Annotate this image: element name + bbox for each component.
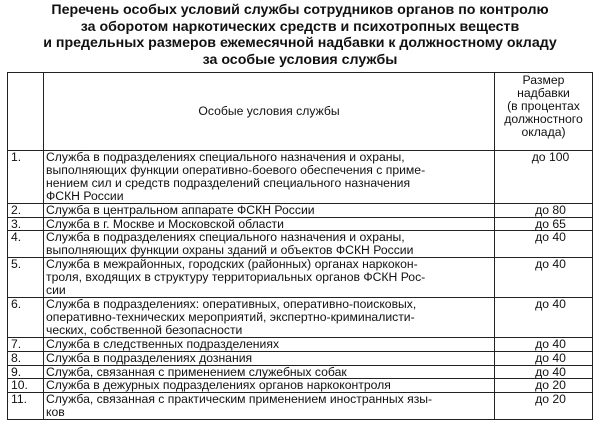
condition-text-line: Служба в г. Москве и Московской области: [46, 216, 284, 231]
row-number: 2.: [8, 203, 44, 217]
row-allowance-value: до 40: [495, 365, 593, 379]
condition-text-line: троля, входящих в структуру территориальных органов ФСКН Рос-: [46, 270, 426, 285]
table-row: [8, 393, 593, 420]
condition-text-line: Служба в межрайонных, городских (районных) органах наркокон-: [46, 257, 418, 272]
title-line: за особые условия службы: [202, 51, 398, 68]
row-condition: [44, 337, 495, 351]
condition-text-line: Служба, связанная с практическим применением иностранных язы-: [46, 392, 433, 407]
table-row: [8, 151, 593, 204]
table-row: [8, 365, 593, 379]
table-row: [8, 379, 593, 393]
condition-text-line: ФСКН России: [46, 188, 124, 203]
condition-text-line: Служба в подразделениях дознания: [46, 350, 253, 365]
title-line: за оборотом наркотических средств и психотропных веществ: [80, 18, 520, 35]
row-allowance-value: до 40: [495, 258, 593, 298]
table-row: [8, 217, 593, 231]
condition-text-line: Служба в центральном аппарате ФСКН России: [46, 202, 315, 217]
row-number: 7.: [8, 337, 44, 351]
table-row: [8, 337, 593, 351]
header-conditions: Особые условия службы: [44, 73, 495, 151]
row-number: 10.: [8, 379, 44, 393]
row-condition: [44, 393, 495, 420]
header-allowance-line: Размер: [522, 73, 565, 87]
row-allowance-value: до 20: [495, 393, 593, 420]
conditions-table: [7, 72, 593, 420]
condition-text-line: ческих, собственной безопасности: [46, 322, 243, 337]
condition-text-line: Служба в следственных подразделениях: [46, 336, 280, 351]
row-number: 5.: [8, 258, 44, 298]
table-row: [8, 297, 593, 337]
condition-text-line: выполняющих функции оперативно-боевого обеспечения с приме-: [46, 162, 426, 177]
row-number: 4.: [8, 231, 44, 258]
table-row: [8, 351, 593, 365]
row-allowance-value: до 40: [495, 231, 593, 258]
condition-text-line: нением сил и средств подразделений специального назначения: [46, 175, 411, 190]
header-allowance-line: (в процентах: [507, 99, 580, 113]
row-allowance-value: до 100: [495, 151, 593, 204]
row-condition: [44, 351, 495, 365]
row-allowance-value: до 40: [495, 351, 593, 365]
header-allowance: [495, 73, 593, 151]
title-line: Перечень особых условий службы сотрудников органов по контролю: [51, 2, 549, 18]
row-condition: [44, 297, 495, 337]
header-allowance-line: должностного: [504, 112, 583, 126]
row-number: 11.: [8, 393, 44, 420]
row-condition: [44, 258, 495, 298]
condition-text-line: Служба в дежурных подразделениях органов наркоконтроля: [46, 378, 391, 393]
table-header-row: [8, 73, 593, 151]
condition-text-line: Служба, связанная с применением служебных собак: [46, 364, 347, 379]
header-number: [8, 73, 44, 151]
title-line: и предельных размеров ежемесячной надбавки к должностному окладу: [43, 35, 557, 51]
table-row: [8, 203, 593, 217]
condition-text-line: Служба в подразделениях специального назначения и охраны,: [46, 150, 405, 164]
row-condition: [44, 365, 495, 379]
row-allowance-value: до 40: [495, 337, 593, 351]
row-number: 1.: [8, 151, 44, 204]
row-condition: [44, 231, 495, 258]
table-body: [8, 151, 593, 420]
header-allowance-line: надбавки: [517, 86, 570, 100]
condition-text-line: выполняющих функции охраны зданий и объектов ФСКН России: [46, 243, 414, 258]
table-row: [8, 258, 593, 298]
condition-text-line: оперативно-технических мероприятий, экспертно-криминалисти-: [46, 309, 415, 324]
row-condition: [44, 379, 495, 393]
row-allowance-value: до 65: [495, 217, 593, 231]
header-allowance-line: оклада): [521, 125, 566, 139]
row-condition: [44, 217, 495, 231]
table-row: [8, 231, 593, 258]
condition-text-line: сии: [46, 283, 66, 298]
document-title: [0, 2, 600, 68]
row-number: 9.: [8, 365, 44, 379]
row-allowance-value: до 80: [495, 203, 593, 217]
row-allowance-value: до 20: [495, 379, 593, 393]
row-number: 3.: [8, 217, 44, 231]
condition-text-line: Служба в подразделениях: оперативных, оперативно-поисковых,: [46, 296, 417, 311]
row-condition: [44, 151, 495, 204]
row-allowance-value: до 40: [495, 297, 593, 337]
row-number: 6.: [8, 297, 44, 337]
condition-text-line: Служба в подразделениях специального назначения и охраны,: [46, 230, 405, 245]
row-number: 8.: [8, 351, 44, 365]
condition-text-line: ков: [46, 405, 65, 420]
row-condition: [44, 203, 495, 217]
